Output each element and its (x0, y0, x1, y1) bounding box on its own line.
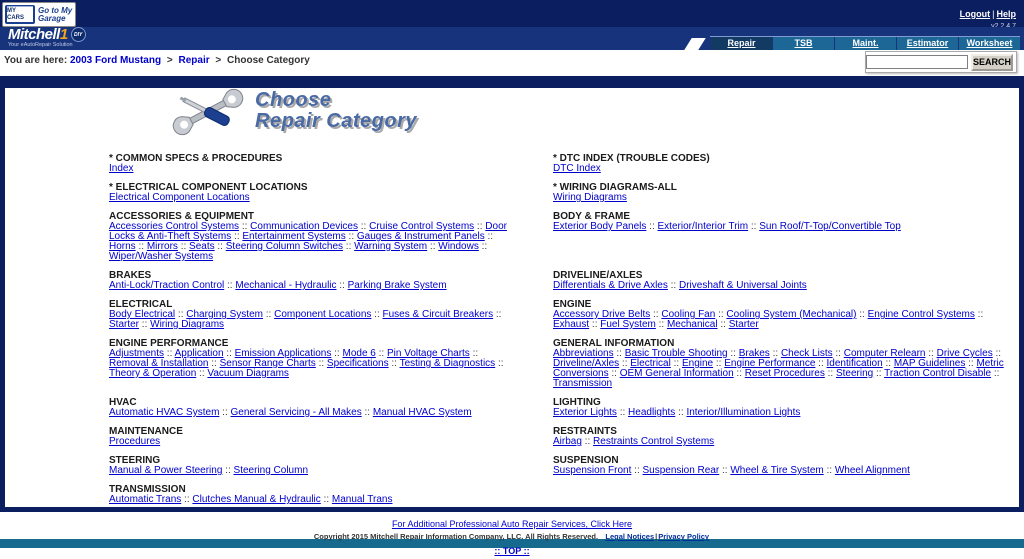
category-link[interactable]: Check Lists (780, 348, 833, 359)
link-separator: :: (320, 494, 332, 505)
category-link[interactable]: Sensor Range Charts (219, 358, 316, 369)
link-separator: :: (427, 241, 439, 252)
banner-title: Choose Repair Category (255, 89, 417, 132)
link-separator: :: (262, 309, 275, 320)
category-heading: ENGINE (553, 299, 592, 310)
category-link[interactable]: General Servicing - All Makes (230, 407, 362, 418)
category-link[interactable]: Wiring Diagrams (553, 192, 627, 203)
category-section (109, 300, 511, 330)
link-separator: :: (823, 465, 835, 476)
category-links (109, 310, 511, 330)
link-separator: :: (882, 358, 894, 369)
category-heading: SUSPENSION (553, 455, 619, 466)
link-separator: :: (717, 319, 729, 330)
category-link[interactable]: Specifications (326, 358, 389, 369)
category-section (553, 485, 1009, 505)
link-separator: :: (358, 221, 370, 232)
category-link[interactable]: Transmission (553, 378, 613, 389)
link-separator: :: (493, 309, 502, 320)
category-link[interactable]: Mechanical - Hydraulic (235, 280, 337, 291)
category-section (109, 456, 511, 476)
category-link[interactable]: Gauges & Instrument Panels (356, 231, 485, 242)
link-separator: :: (667, 280, 679, 291)
category-link[interactable]: Cruise Control Systems (369, 221, 475, 232)
tab-tsb[interactable]: TSB (773, 37, 834, 50)
link-separator: :: (727, 348, 739, 359)
link-separator: :: (208, 358, 220, 369)
category-link[interactable]: Wiper/Washer Systems (109, 251, 214, 262)
category-link[interactable]: Abbreviations (553, 348, 614, 359)
category-link[interactable]: Procedures (109, 436, 161, 447)
content-box (5, 88, 1019, 507)
category-link[interactable]: Interior/Illumination Lights (686, 407, 801, 418)
breadcrumb-prefix: You are here: (4, 55, 68, 66)
link-separator: :: (375, 348, 387, 359)
link-separator: :: (965, 358, 977, 369)
category-link[interactable]: Traction Control Disable (884, 368, 992, 379)
category-links (553, 193, 1009, 203)
category-section (553, 339, 1009, 389)
category-heading: * ELECTRICAL COMPONENT LOCATIONS (109, 182, 308, 193)
category-heading: MAINTENANCE (109, 426, 183, 437)
category-heading: RESTRAINTS (553, 426, 617, 437)
top-bar (0, 0, 1024, 27)
subheader-row (0, 50, 1024, 76)
category-section (109, 154, 511, 174)
category-link[interactable]: Engine Control Systems (867, 309, 975, 320)
breadcrumb-separator: > (215, 55, 222, 66)
category-links (109, 466, 511, 476)
promo-link[interactable]: For Additional Professional Auto Repair Services, Click Here (391, 519, 633, 529)
category-link[interactable]: Body Electrical (109, 309, 176, 320)
category-section (109, 398, 511, 418)
link-separator: :: (748, 221, 760, 232)
link-separator: :: (177, 241, 190, 252)
link-separator: :: (175, 309, 187, 320)
link-separator: :: (991, 368, 1000, 379)
category-link[interactable]: Differentials & Drive Axles (553, 280, 668, 291)
category-grid (109, 154, 1009, 514)
category-link[interactable]: Sun Roof/T-Top/Convertible Top (759, 221, 901, 232)
category-link[interactable]: Emission Applications (234, 348, 332, 359)
crossed-tools-icon (175, 88, 241, 136)
link-separator: :: (469, 348, 479, 359)
page-banner (175, 88, 1019, 140)
category-link[interactable]: Automatic HVAC System (109, 407, 220, 418)
link-separator: :: (613, 348, 625, 359)
category-link[interactable]: Engine (681, 358, 714, 369)
go-to-my-garage-link[interactable]: Go to My Garage (38, 5, 73, 23)
category-link[interactable]: Cooling Fan (661, 309, 716, 320)
link-separator: :: (484, 231, 494, 242)
tab-worksheet[interactable]: Worksheet (959, 37, 1020, 50)
category-link[interactable]: Door Locks & Anti-Theft Systems (109, 221, 507, 242)
link-separator: :: (223, 348, 235, 359)
category-link[interactable]: Horns (109, 241, 136, 252)
category-links (109, 281, 511, 291)
category-links (109, 495, 511, 505)
link-separator: :: (925, 348, 937, 359)
category-heading: LIGHTING (553, 397, 601, 408)
category-link[interactable]: Driveshaft & Universal Joints (678, 280, 807, 291)
category-link[interactable]: Suspension Rear (642, 465, 720, 476)
category-section (553, 427, 1009, 447)
category-link[interactable]: Wheel & Tire System (730, 465, 824, 476)
category-heading: ENGINE PERFORMANCE (109, 338, 229, 349)
link-separator: :: (589, 319, 601, 330)
category-link[interactable]: Wheel Alignment (834, 465, 910, 476)
link-separator: :: (336, 280, 348, 291)
category-links (553, 349, 1009, 389)
category-section (553, 212, 1009, 262)
link-separator: :: (631, 465, 643, 476)
link-separator: :: (713, 358, 725, 369)
category-link[interactable]: Headlights (628, 407, 676, 418)
link-separator: :: (495, 358, 504, 369)
category-link[interactable]: Communication Devices (250, 221, 358, 232)
copyright-text: Copyright 2015 Mitchell Repair Information Company, LLC. All Rights Reserved. (313, 532, 599, 541)
category-link[interactable]: Manual Trans (331, 494, 393, 505)
help-link[interactable]: Help (996, 9, 1016, 19)
link-separator: :: (222, 465, 234, 476)
link-separator: :: (581, 436, 594, 447)
category-link[interactable]: Mechanical (666, 319, 718, 330)
category-link[interactable]: Steering Column (233, 465, 309, 476)
category-link[interactable]: Reset Procedures (744, 368, 825, 379)
link-separator: :: (992, 348, 1002, 359)
category-link[interactable]: Mirrors (146, 241, 178, 252)
tab-repair[interactable]: Repair (711, 37, 772, 50)
link-separator: :: (824, 368, 836, 379)
link-separator: :: (974, 309, 984, 320)
category-heading: BODY & FRAME (553, 211, 631, 222)
link-separator: :: (655, 319, 667, 330)
link-separator: :: (832, 348, 844, 359)
category-link[interactable]: Metric Conversions (553, 358, 1004, 379)
category-section (109, 212, 511, 262)
category-heading: STEERING (109, 455, 161, 466)
category-link[interactable]: Suspension Front (553, 465, 632, 476)
category-links (553, 281, 1009, 291)
category-section (553, 456, 1009, 476)
category-section (553, 398, 1009, 418)
link-separator: :: (224, 280, 236, 291)
category-section (553, 154, 1009, 174)
category-section (109, 485, 511, 505)
link-separator: :: (733, 368, 745, 379)
category-link[interactable]: Entertainment Systems (242, 231, 346, 242)
link-separator: :: (719, 465, 731, 476)
category-links (109, 193, 511, 203)
logo-tagline: Your eAutoRepair Solution (8, 42, 73, 48)
category-links (109, 222, 511, 262)
category-link[interactable]: Fuel System (600, 319, 656, 330)
plate-label: MY CARS (7, 8, 25, 21)
category-heading: * WIRING DIAGRAMS-ALL (553, 182, 677, 193)
category-link[interactable]: Automatic Trans (109, 494, 182, 505)
diy-badge-icon: DIY (71, 27, 86, 42)
link-separator: :: (815, 358, 827, 369)
category-link[interactable]: Warning System (354, 241, 428, 252)
category-link[interactable]: Basic Trouble Shooting (624, 348, 728, 359)
category-links (553, 164, 1009, 174)
category-link[interactable]: Manual & Power Steering (109, 465, 223, 476)
category-link[interactable]: Theory & Operation (109, 368, 197, 379)
category-section (553, 300, 1009, 330)
my-garage-button[interactable] (2, 2, 76, 27)
category-link[interactable]: Electrical Component Locations (109, 192, 250, 203)
category-link[interactable]: Exterior Body Panels (553, 221, 647, 232)
link-separator: :: (214, 241, 226, 252)
category-link[interactable]: Clutches Manual & Hydraulic (192, 494, 321, 505)
category-section (109, 271, 511, 291)
link-separator: :: (675, 407, 687, 418)
category-link[interactable]: Driveline/Axles (553, 358, 620, 369)
tabs-wrap (688, 36, 1020, 50)
category-link[interactable]: Computer Relearn (843, 348, 926, 359)
link-separator: :: (715, 309, 727, 320)
breadcrumb-current: Choose Category (227, 55, 310, 66)
link-separator: :: (670, 358, 682, 369)
category-links (553, 437, 1009, 447)
category-link[interactable]: Cooling System (Mechanical) (726, 309, 857, 320)
link-separator: :: (135, 241, 147, 252)
tab-maint[interactable]: Maint. (835, 37, 896, 50)
logout-link[interactable]: Logout (959, 9, 991, 19)
category-link[interactable]: Pin Voltage Charts (386, 348, 470, 359)
link-separator: :: (650, 309, 662, 320)
category-link[interactable]: Adjustments (109, 348, 165, 359)
category-links (553, 310, 1009, 330)
link-separator: :: (388, 358, 400, 369)
category-section (109, 427, 511, 447)
link-separator: :: (769, 348, 781, 359)
link-separator: :: (619, 358, 631, 369)
category-link[interactable]: Mode 6 (342, 348, 376, 359)
breadcrumb-separator: > (166, 55, 173, 66)
category-link[interactable]: Drive Cycles (936, 348, 993, 359)
content-frame (0, 76, 1024, 512)
category-link[interactable]: Steering (835, 368, 874, 379)
privacy-policy-link[interactable]: Privacy Policy (658, 532, 710, 541)
category-heading: BRAKES (109, 270, 152, 281)
tab-slash-decoration (684, 38, 705, 50)
brand-band (0, 27, 1024, 50)
link-separator: :: (608, 368, 620, 379)
session-divider: | (992, 9, 995, 19)
link-separator: :: (164, 348, 175, 359)
category-link[interactable]: Anti-Lock/Traction Control (109, 280, 225, 291)
link-separator: :: (371, 309, 383, 320)
nav-tabs (710, 36, 1020, 50)
link-separator: :: (646, 221, 658, 232)
search-button[interactable]: SEARCH (971, 54, 1013, 71)
category-link[interactable]: Engine Performance (724, 358, 816, 369)
category-link[interactable]: Electrical (630, 358, 671, 369)
category-link[interactable]: Identification (826, 358, 883, 369)
category-link[interactable]: Accessories Control Systems (109, 221, 240, 232)
legal-notices-link[interactable]: Legal Notices (605, 532, 655, 541)
category-section (109, 183, 511, 203)
breadcrumb-vehicle-link[interactable]: 2003 Ford Mustang (69, 55, 162, 66)
category-links (553, 408, 1009, 418)
link-separator: :: (231, 231, 243, 242)
category-heading: TRANSMISSION (109, 484, 186, 495)
category-links (109, 408, 511, 418)
category-link[interactable]: Accessory Drive Belts (553, 309, 651, 320)
breadcrumb-section-link[interactable]: Repair (178, 55, 210, 66)
category-heading: ACCESSORIES & EQUIPMENT (109, 211, 255, 222)
link-separator: :: (331, 348, 343, 359)
link-separator: :: (196, 368, 208, 379)
link-separator: :: (474, 221, 486, 232)
category-heading: ELECTRICAL (109, 299, 173, 310)
category-link[interactable]: Wiring Diagrams (150, 319, 225, 330)
link-separator: :: (343, 241, 355, 252)
category-link[interactable]: Steering Column Switches (225, 241, 344, 252)
category-link[interactable]: Component Locations (274, 309, 372, 320)
category-links (109, 349, 511, 379)
category-heading: * COMMON SPECS & PROCEDURES (109, 153, 283, 164)
category-link[interactable]: OEM General Information (619, 368, 734, 379)
category-links (109, 437, 511, 447)
category-link[interactable]: Parking Brake System (347, 280, 447, 291)
link-separator: :: (219, 407, 231, 418)
category-link[interactable]: Vacuum Diagrams (207, 368, 289, 379)
brand-wordmark: Mitchell1 (8, 26, 68, 43)
category-link[interactable]: Testing & Diagnostics (399, 358, 496, 369)
search-input[interactable] (866, 55, 968, 69)
search-panel (865, 51, 1017, 73)
category-link[interactable]: DTC Index (553, 163, 601, 174)
category-links (553, 222, 1009, 232)
category-link[interactable]: Starter (728, 319, 759, 330)
footer-divider: | (655, 532, 658, 541)
tab-estimator[interactable]: Estimator (897, 37, 958, 50)
category-section (553, 271, 1009, 291)
category-heading: * DTC INDEX (TROUBLE CODES) (553, 153, 710, 164)
link-separator: :: (345, 231, 357, 242)
category-link[interactable]: Seats (189, 241, 215, 252)
link-separator: :: (181, 494, 193, 505)
footer (0, 512, 1024, 556)
category-link[interactable]: Manual HVAC System (372, 407, 472, 418)
category-link[interactable]: Brakes (738, 348, 770, 359)
category-link[interactable]: Exterior/Interior Trim (657, 221, 749, 232)
category-link[interactable]: Index (109, 163, 134, 174)
link-separator: :: (361, 407, 373, 418)
category-heading: GENERAL INFORMATION (553, 338, 675, 349)
link-separator: :: (478, 241, 488, 252)
link-separator: :: (856, 309, 868, 320)
category-link[interactable]: Exterior Lights (553, 407, 617, 418)
category-link[interactable]: Removal & Installation (109, 358, 209, 369)
category-links (553, 466, 1009, 476)
category-link[interactable]: Restraints Control Systems (593, 436, 715, 447)
category-link[interactable]: Fuses & Circuit Breakers (382, 309, 494, 320)
category-heading: DRIVELINE/AXLES (553, 270, 643, 281)
category-link[interactable]: Windows (438, 241, 479, 252)
category-heading: HVAC (109, 397, 137, 408)
category-link[interactable]: Charging System (186, 309, 263, 320)
mitchell1-logo (8, 27, 86, 48)
category-link[interactable]: MAP Guidelines (893, 358, 966, 369)
link-separator: :: (239, 221, 251, 232)
category-link[interactable]: Application (174, 348, 224, 359)
category-link[interactable]: Starter (109, 319, 140, 330)
link-separator: :: (139, 319, 151, 330)
license-plate-icon (5, 5, 35, 24)
link-separator: :: (315, 358, 327, 369)
link-separator: :: (873, 368, 885, 379)
top-link[interactable]: :: TOP :: (494, 546, 530, 556)
link-separator: :: (616, 407, 629, 418)
category-section (109, 339, 511, 389)
category-link[interactable]: Exhaust (553, 319, 590, 330)
category-link[interactable]: Airbag (553, 436, 582, 447)
category-links (109, 164, 511, 174)
category-section (553, 183, 1009, 203)
